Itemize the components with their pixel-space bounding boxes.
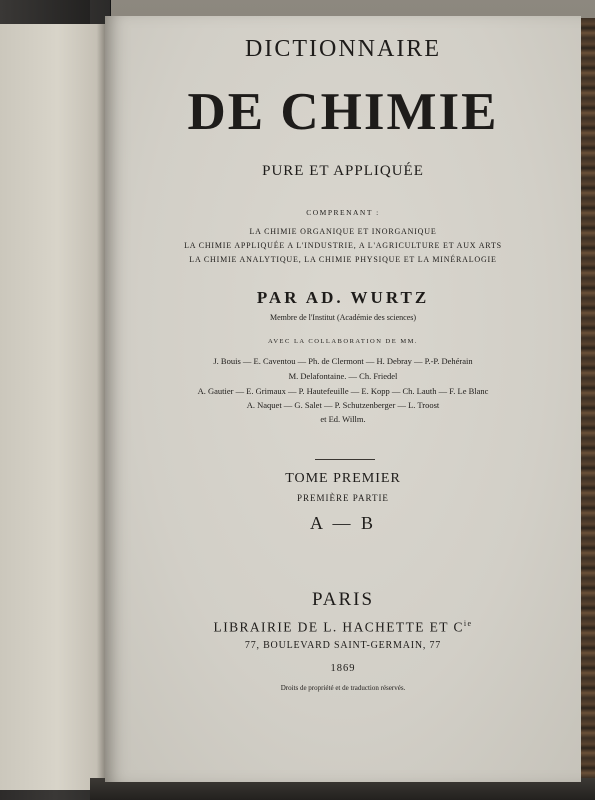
subject-line: LA CHIMIE ANALYTIQUE, LA CHIMIE PHYSIQUE ET LA MINÉRALOGIE [189, 255, 497, 264]
collaborators-line: A. Gautier — E. Grimaux — P. Hautefeuille — E. Kopp — Ch. Lauth — F. Le Blanc [197, 386, 489, 396]
rights-notice: Droits de propriété et de traduction réservés. [280, 684, 406, 692]
collaborators-line: A. Naquet — G. Salet — P. Schutzenberger — L. Troost [246, 400, 440, 410]
title-page [105, 16, 581, 782]
volume-label: TOME PREMIER [285, 471, 401, 486]
author-note: Membre de l'Institut (Académie des sciences) [269, 313, 417, 322]
left-endpaper [0, 24, 106, 790]
subtitle: PURE ET APPLIQUÉE [262, 163, 424, 179]
heading: DICTIONNAIRE [245, 36, 441, 62]
cover-corner [0, 0, 90, 24]
publication-year: 1869 [330, 663, 356, 674]
part-label: PREMIÈRE PARTIE [297, 493, 389, 503]
publisher-name: LIBRAIRIE DE L. HACHETTE ET C [213, 619, 464, 635]
collaborators-line: M. Delafontaine. — Ch. Friedel [288, 371, 398, 381]
imprint-city: PARIS [311, 589, 375, 610]
collaborators-line: et Ed. Willm. [320, 414, 366, 424]
comprenant-label: COMPRENANT : [306, 208, 380, 217]
publisher-address: 77, BOULEVARD SAINT-GERMAIN, 77 [244, 640, 442, 651]
show-through-letter [28, 108, 98, 178]
main-title: DE CHIMIE [187, 83, 499, 141]
author: PAR AD. WURTZ [256, 288, 430, 307]
letter-range: A — B [309, 513, 376, 533]
collaboration-heading: AVEC LA COLLABORATION DE MM. [267, 338, 419, 345]
publisher [105, 619, 581, 636]
subject-line: LA CHIMIE APPLIQUÉE A L'INDUSTRIE, A L'AGRICULTURE ET AUX ARTS [184, 241, 502, 250]
publisher-suffix: ie [463, 619, 473, 628]
divider-rule [315, 459, 375, 460]
collaborators-line: J. Bouis — E. Caventou — Ph. de Clermont — H. Debray — P.-P. Dehérain [213, 356, 473, 366]
subject-line: LA CHIMIE ORGANIQUE ET INORGANIQUE [249, 227, 437, 236]
